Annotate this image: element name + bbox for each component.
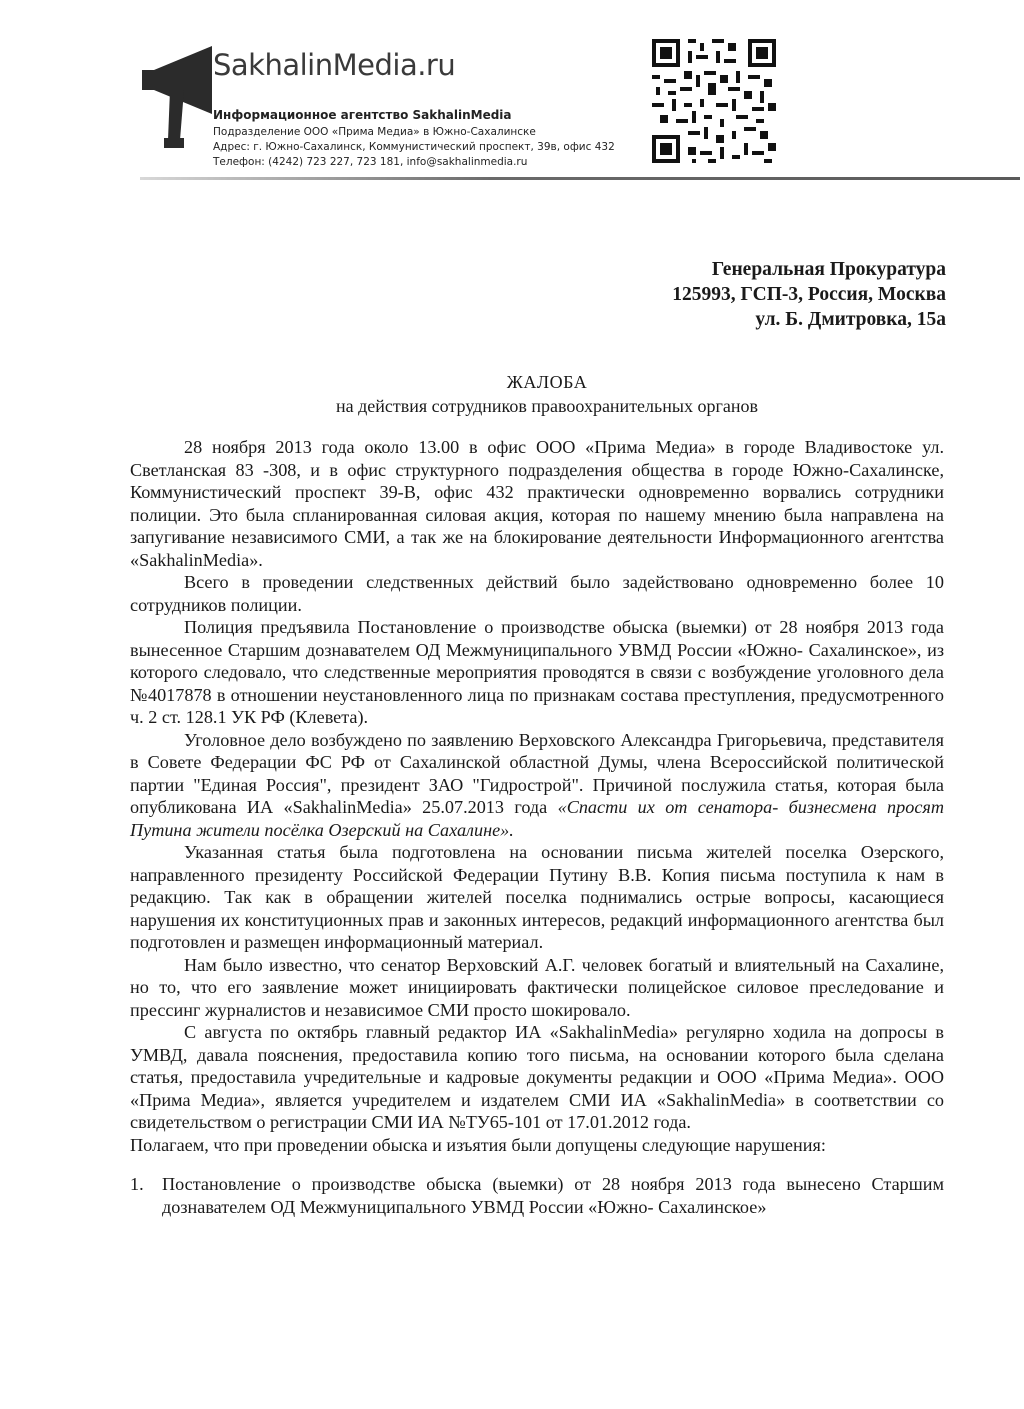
- paragraph-2: Всего в проведении следственных действий было задействовано одновременно более 10 сотрудников полиции.: [130, 572, 944, 615]
- addressee-block: [672, 257, 946, 332]
- paragraph-4: [130, 729, 944, 842]
- addressee-street: ул. Б. Дмитровка, 15а: [755, 309, 946, 330]
- megaphone-logo-icon: [140, 40, 220, 155]
- document-body: [130, 436, 944, 1218]
- document-subtitle: на действия сотрудников правоохранительных органов: [336, 396, 758, 416]
- paragraph-4-text: Уголовное дело возбуждено по заявлению Верховского Александра Григорьевича, представителя в Совете Федерации ФС РФ от Сахалинской областной Думы, члена Всероссийской политической партии "Единая Россия", президент ЗАО "Гидрострой". Причиной послужила статья, которая была опубликована ИА «SakhalinMedia» 25.07.2013 года: [130, 729, 944, 817]
- paragraph-7: С августа по октябрь главный редактор ИА «SakhalinMedia» регулярно ходила на допросы в УМВД, давала пояснения, предоставила копию того письма, на основании которого была сделана статья, предоставила учредительные и кадровые документы редакции и ООО «Прима Медиа». ООО «Прима Медиа», является учредителем и издателем СМИ ИА «SakhalinMedia» в соответствии со свидетельством о регистрации СМИ ИА №ТУ65-101 от 17.01.2012 года.: [130, 1022, 944, 1132]
- addressee-org: Генеральная Прокуратура: [711, 259, 946, 280]
- letterhead-division: Подразделение ООО «Прима Медиа» в Южно-Сахалинске: [213, 126, 536, 138]
- addressee-postal: 125993, ГСП-3, Россия, Москва: [672, 284, 946, 305]
- letterhead: [140, 40, 1020, 180]
- qr-code-icon: [648, 35, 780, 167]
- paragraph-6: Нам было известно, что сенатор Верховский А.Г. человек богатый и влиятельный на Сахалине, но то, что его заявление может инициировать фактически полицейское силовое преследование и прессинг журналистов и независимое СМИ просто шокировало.: [130, 954, 944, 1020]
- letterhead-divider: [140, 177, 1020, 180]
- violations-list: [130, 1173, 944, 1218]
- agency-name: Информационное агентство SakhalinMedia: [213, 108, 512, 122]
- letterhead-address: Адрес: г. Южно-Сахалинск, Коммунистический проспект, 39в, офис 432: [213, 141, 615, 153]
- list-item-text: Постановление о производстве обыска (выемки) от 28 ноября 2013 года вынесено Старшим дознавателем ОД Межмуниципального УВМД России «Южно- Сахалинское»: [162, 1174, 944, 1217]
- article-title-italic: «Спасти их от сенатора- бизнесмена просят Путина жители посёлка Озерский на Сахалине».: [130, 797, 944, 840]
- paragraph-8: Полагаем, что при проведении обыска и изъятия были допущены следующие нарушения:: [130, 1134, 826, 1155]
- paragraph-1: 28 ноября 2013 года около 13.00 в офис ООО «Прима Медиа» в городе Владивостоке ул. Светланская 83 -308, и в офис структурного подразделения общества в городе Южно-Сахалинске, Коммунистический проспект 39-В, офис 432 практически одновременно ворвались сотрудники полиции. Это была спланированная силовая акция, которая по нашему мнению была направлена на запугивание независимого СМИ, а так же на блокирование деятельности Информационного агентства «SakhalinMedia».: [130, 437, 944, 570]
- letterhead-contacts: Телефон: (4242) 723 227, 723 181, info@sakhalinmedia.ru: [213, 156, 528, 168]
- document-title: ЖАЛОБА: [506, 372, 588, 392]
- list-item-number: 1.: [130, 1174, 144, 1194]
- paragraph-3: Полиция предъявила Постановление о производстве обыска (выемки) от 28 ноября 2013 года вынесенное Старшим дознавателем ОД Межмуниципального УВМД России «Южно- Сахалинское», из которого следовало, что следственные мероприятия проводятся в связи с возбуждение уголовного дела №4017878 в отношении неустановленного лица по признакам состава преступления, предусмотренного ч. 2 ст. 128.1 УК РФ (Клевета).: [130, 617, 944, 727]
- list-item: [130, 1173, 944, 1218]
- brand-name: SakhalinMedia.ru: [213, 48, 456, 82]
- paragraph-5: Указанная статья была подготовлена на основании письма жителей поселка Озерского, направленного президенту Российской Федерации Путину В.В. Копия письма поступила к нам в редакцию. Так как в обращении жителей поселка поднимались острые вопросы, касающиеся нарушения их конституционных прав и законных интересов, редакций информационного агентства был подготовлен и размещен информационный материал.: [130, 842, 944, 952]
